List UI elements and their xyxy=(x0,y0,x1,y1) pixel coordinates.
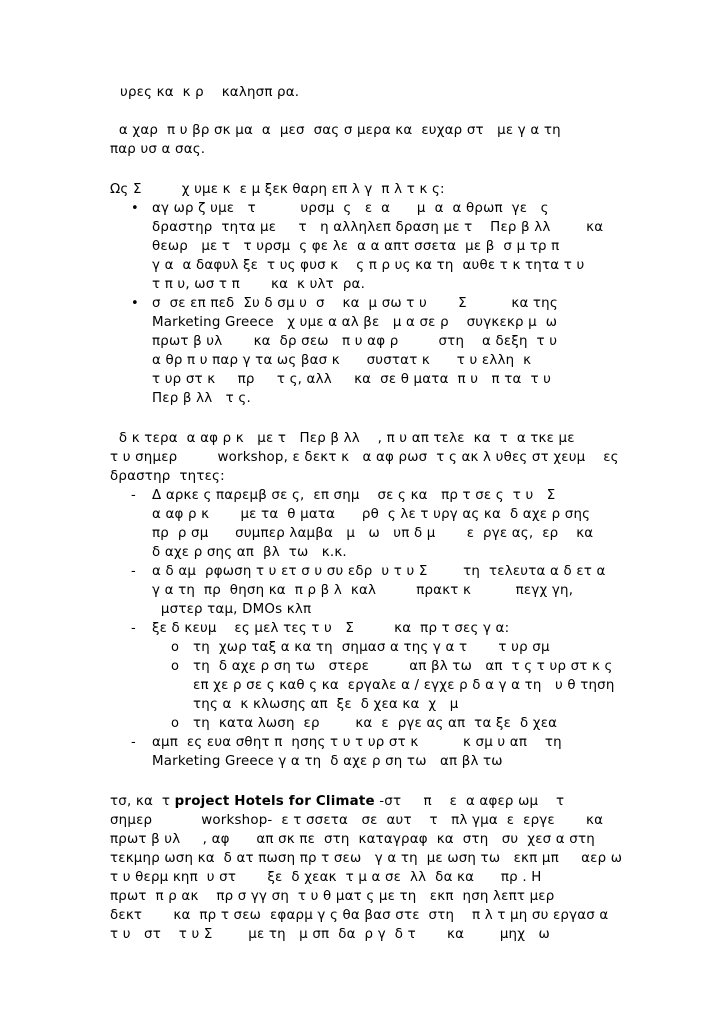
para1-line-2: παρ υσ α σας. xyxy=(110,142,206,157)
project-title: project Hotels for Climate xyxy=(174,794,375,809)
final-line-7: τ υ στ τ υ Σ με τη μ σπ δα ρ γ δ τ κα μηχ ω xyxy=(110,927,550,942)
dash-marker: - xyxy=(131,564,136,579)
dash1-line-4: δ αχε ρ σης απ βλ τω κ.κ. xyxy=(152,545,347,560)
bullet1-line-3: θεωρ με τ τ υρσμ ς φε λε α α απτ σσετα με β σ μ τρ π xyxy=(152,239,560,254)
dash1-line-3: πρ ρ σμ συμπερ λαμβα μ ω υπ δ μ ε ργε ας, ερ κα xyxy=(152,526,594,541)
bullet1-line-5: τ π υ, ωσ τ π κα κ υλτ ρα. xyxy=(152,277,366,292)
bullet1-line-1: αγ ωρ ζ υμε τ υρσμ ς ε α μ α α θρωπ γε ς xyxy=(152,201,549,216)
dash1-line-2: α αφ ρ κ με τα θ ματα ρθ ς λε τ υργ ας κα δ αχε ρ σης xyxy=(152,507,591,522)
para2-line-1: δ κ τερα α αφ ρ κ με τ Περ β λλ , π υ απ τελε κα τ α τκε με xyxy=(110,431,584,446)
dash4-line-2: Marketing Greece γ α τη δ αχε ρ ση τω απ βλ τω xyxy=(152,754,503,769)
circle-bullet-icon: o xyxy=(171,640,179,655)
bullet2-line-3: πρωτ β υλ κα δρ σεω π υ αφ ρ στη α δεξη τ υ xyxy=(152,334,558,349)
bullet2-line-1: σ σε επ πεδ Συ δ σμ υ σ κα μ σω τ υ Σ κα της xyxy=(152,296,558,311)
dash4-line-1: αμπ ες ευα σθητ π ησης τ υ τ υρ στ κ κ σμ υ απ τη xyxy=(152,735,567,750)
dash-marker: - xyxy=(131,735,136,750)
bullet1-line-4: γ α α δαφυλ ξε τ υς φυσ κ ς π ρ υς κα τη αυθε τ κ τητα τ υ xyxy=(152,258,585,273)
bullet1-line-2: δραστηρ τητα με τ η αλληλεπ δραση με τ Περ β λλ κα xyxy=(152,220,604,235)
bullet2-line-5: τ υρ στ κ πρ τ ς, αλλ κα σε θ ματα π υ π τα τ υ xyxy=(152,372,552,387)
dash3-line: ξε δ κευμ ες μελ τες τ υ Σ κα πρ τ σες γ α: xyxy=(152,621,510,636)
dash-marker: - xyxy=(131,621,136,636)
sub-line-2: τη δ αχε ρ ση τω στερε απ βλ τω απ τ ς τ υρ στ κ ς xyxy=(193,659,613,674)
para2-line-2: τ υ σημερ workshop, ε δεκτ κ α αφ ρωσ τ ς ακ λ υθες στ χευμ ες xyxy=(110,450,619,465)
para1-line-1: α χαρ π υ βρ σκ μα α μεσ σας σ μερα κα ευχαρ στ με γ α τη xyxy=(110,123,561,138)
dash2-line-2: γ α τη πρ θηση κα π ρ β λ καλ πρακτ κ πεγχ γη, xyxy=(152,583,574,598)
circle-bullet-icon: o xyxy=(171,659,179,674)
dash-marker: - xyxy=(131,488,136,503)
final-line-5: πρωτ π ρ ακ πρ σ γγ ση τ υ θ ματ ς με τη εκπ ηση λεπτ μερ xyxy=(110,889,555,904)
bullet2-line-4: α θρ π υ παρ γ τα ως βασ κ συστατ κ τ υ ελλη κ xyxy=(152,353,532,368)
dash1-line-1: Δ αρκε ς παρεμβ σε ς, επ σημ σε ς κα πρ τ σε ς τ υ Σ xyxy=(152,488,556,503)
intro-line: Ως Σ χ υμε κ ε μ ξεκ θαρη επ λ γ π λ τ κ ς: xyxy=(110,182,445,197)
greeting-line: υρες κα κ ρ καλησπ ρα. xyxy=(120,85,300,100)
bullet-marker: • xyxy=(131,296,139,311)
circle-bullet-icon: o xyxy=(171,716,179,731)
sub-line-4: της α κ κλωσης απ ξε δ χεα κα χ μ xyxy=(193,697,459,712)
dash2-line-1: α δ αμ ρφωση τ υ ετ σ υ συ εδρ υ τ υ Σ τη τελευτα α δ ετ α xyxy=(152,564,606,579)
sub-line-5: τη κατα λωση ερ κα ε ργε ας απ τα ξε δ χεα xyxy=(193,716,558,731)
final-line-2: πρωτ β υλ , αφ απ σκ πε στη καταγραφ κα στη συ χεσ α στη xyxy=(110,832,595,847)
final-prefix: τσ, κα τ xyxy=(110,794,175,809)
final-line-1: σημερ workshop- ε τ σσετα σε αυτ τ πλ γμα ε εργε κα xyxy=(110,813,604,828)
bullet-marker: • xyxy=(131,201,139,216)
sub-line-3: επ χε ρ σε ς καθ ς κα εργαλε α / εγχε ρ δ α γ α τη υ θ τηση xyxy=(193,678,615,693)
para2-line-3: δραστηρ τητες: xyxy=(110,469,225,484)
bullet2-line-2: Marketing Greece χ υμε α αλ βε μ α σε ρ συγκεκρ μ ω xyxy=(152,315,558,330)
sub-line-1: τη χωρ ταξ α κα τη σημασ α της γ α τ τ υρ σμ xyxy=(193,640,550,655)
bullet2-line-6: Περ β λλ τ ς. xyxy=(152,391,251,406)
final-line-4: τ υ θερμ κηπ υ στ ξε δ χεακ τ μ α σε λλ δα κα πρ . Η xyxy=(110,870,542,885)
final-suffix: -στ π ε α αφερ ωμ τ xyxy=(374,794,565,809)
dash2-line-3: μστερ ταμ, DMOs κλπ xyxy=(152,602,312,617)
final-line-3: τεκμηρ ωση κα δ ατ πωση πρ τ σεω γ α τη με ωση τω εκπ μπ αερ ω xyxy=(110,851,623,866)
final-line-6: δεκτ κα πρ τ σεω εφαρμ γ ς θα βασ στε στη π λ τ μη συ εργασ α xyxy=(110,908,609,923)
final-heading-line xyxy=(110,793,564,811)
